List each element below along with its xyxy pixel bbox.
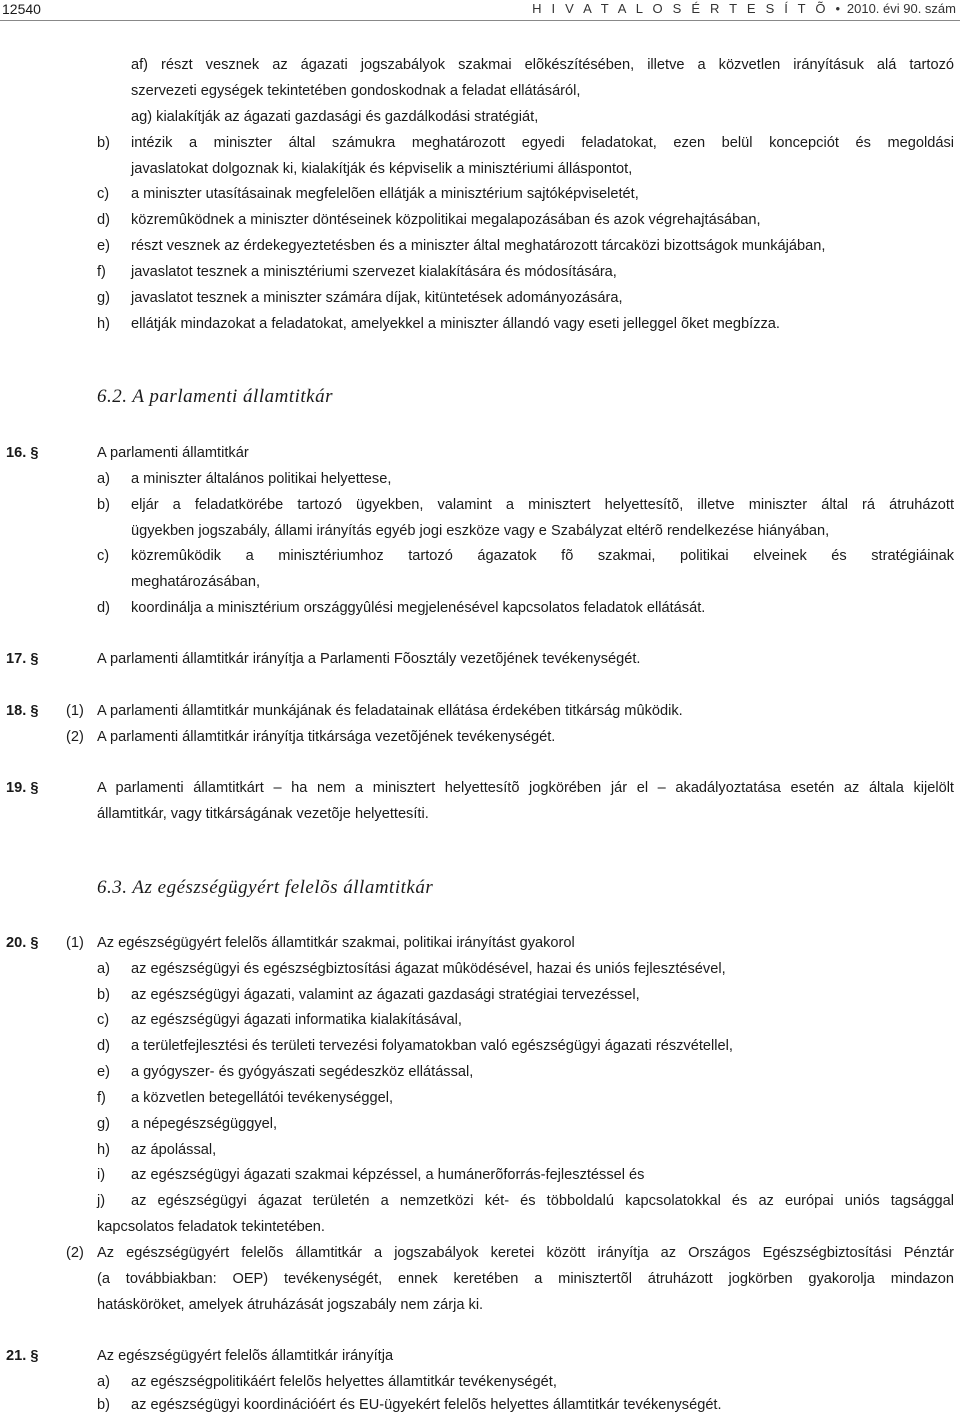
- p20-g-label: g): [97, 1116, 110, 1132]
- p21-b: az egészségügyi koordinációért és EU-ügyekért felelõs helyettes államtitkár tevékenységét.: [131, 1397, 722, 1413]
- issue-number: 2010. évi 90. szám: [846, 1, 956, 16]
- p20-2-line1: Az egészségügyért felelõs államtitkár a jogszabályok keretei között irányítja az Országos Egészségbiztosítási Pénztár: [97, 1245, 954, 1261]
- p20-f: a közvetlen betegellátói tevékenységgel,: [131, 1090, 394, 1106]
- item-g: javaslatot tesznek a miniszter számára díjak, kitüntetések adományozására,: [131, 290, 623, 306]
- header-rule: [0, 20, 960, 21]
- p20-j-label: j): [97, 1193, 106, 1209]
- paragraph-19-line2: államtitkár, vagy titkárságának vezetõje helyettesíti.: [97, 806, 429, 822]
- p20-i-label: i): [97, 1167, 106, 1183]
- paragraph-17: A parlamenti államtitkár irányítja a Parlamenti Fõosztály vezetõjének tevékenységét.: [97, 651, 641, 667]
- p20-2-line2: (a továbbiakban: OEP) tevékenységét, ennek keretében a minisztertõl átruházott jogkörben gyakorolja mindazon: [97, 1271, 954, 1287]
- p20-f-label: f): [97, 1090, 106, 1106]
- item-af-line1: af) részt vesznek az ágazati jogszabályok szakmai elõkészítésében, illetve a közvetlen irányításuk alá tartozó: [131, 57, 954, 73]
- issue-bullet: •: [835, 1, 841, 16]
- item-d-label: d): [97, 212, 110, 228]
- p18-2: A parlamenti államtitkár irányítja titkársága vezetõjének tevékenységét.: [97, 729, 556, 745]
- item-f: javaslatot tesznek a minisztériumi szervezet kialakítására és módosítására,: [131, 264, 617, 280]
- item-e-label: e): [97, 238, 110, 254]
- p20-2-label: (2): [66, 1245, 84, 1261]
- item-h: ellátják mindazokat a feladatokat, amelyekkel a miniszter állandó vagy eseti jelleggel õket megbízza.: [131, 316, 780, 332]
- paragraph-19-label: 19. §: [6, 780, 39, 796]
- paragraph-21-label: 21. §: [6, 1348, 39, 1364]
- item-b-label: b): [97, 135, 110, 151]
- p21-a-label: a): [97, 1374, 110, 1390]
- p18-2-label: (2): [66, 729, 84, 745]
- item-c-label: c): [97, 186, 110, 202]
- page-number: 12540: [2, 1, 41, 17]
- p16-b-label: b): [97, 497, 110, 513]
- p16-c-line1: közremûködik a minisztériumhoz tartozó ágazatok fõ szakmai, politikai elveinek és stratégiáinak: [131, 548, 954, 564]
- p20-a-label: a): [97, 961, 110, 977]
- p20-j-line2: kapcsolatos feladatok tekintetében.: [97, 1219, 325, 1235]
- journal-name: H I V A T A L O S É R T E S Í T Õ: [532, 1, 829, 16]
- p20-b: az egészségügyi ágazati, valamint az ágazati gazdasági stratégiai tervezéssel,: [131, 987, 640, 1003]
- p20-e-label: e): [97, 1064, 110, 1080]
- p20-2-line3: hatásköröket, amelyek átruházását jogszabály nem zárja ki.: [97, 1297, 484, 1313]
- p20-c-label: c): [97, 1012, 110, 1028]
- p16-a: a miniszter általános politikai helyettese,: [131, 471, 392, 487]
- item-f-label: f): [97, 264, 106, 280]
- p20-c: az egészségügyi ágazati informatika kialakításával,: [131, 1012, 462, 1028]
- p20-i: az egészségügyi ágazati szakmai képzéssel, a humánerõforrás-fejlesztéssel és: [131, 1167, 645, 1183]
- item-af-line2: szervezeti egységek tekintetében gondoskodnak a feladat ellátásáról,: [131, 83, 581, 99]
- p20-e: a gyógyszer- és gyógyászati segédeszköz ellátással,: [131, 1064, 474, 1080]
- item-g-label: g): [97, 290, 110, 306]
- paragraph-20-label: 20. §: [6, 935, 39, 951]
- paragraph-21-intro: Az egészségügyért felelõs államtitkár irányítja: [97, 1348, 394, 1364]
- p18-1: A parlamenti államtitkár munkájának és feladatainak ellátása érdekében titkárság mûködik.: [97, 703, 683, 719]
- paragraph-19-line1: A parlamenti államtitkárt – ha nem a minisztert helyettesítõ jogkörében jár el – akadályoztatása esetén az általa kijelölt: [97, 780, 954, 796]
- p18-1-label: (1): [66, 703, 84, 719]
- item-c: a miniszter utasításainak megfelelõen ellátják a minisztérium sajtóképviseletét,: [131, 186, 639, 202]
- p20-b-label: b): [97, 987, 110, 1003]
- paragraph-16-label: 16. §: [6, 445, 39, 461]
- running-header: [0, 0, 960, 22]
- journal-title: [532, 1, 956, 16]
- item-e: részt vesznek az érdekegyeztetésben és a miniszter által meghatározott tárcaközi bizottságok munkájában,: [131, 238, 826, 254]
- p20-1: Az egészségügyért felelõs államtitkár szakmai, politikai irányítást gyakorol: [97, 935, 575, 951]
- p20-a: az egészségügyi és egészségbiztosítási ágazat mûködésével, hazai és uniós fejlesztésével,: [131, 961, 726, 977]
- p16-c-line2: meghatározásában,: [131, 574, 260, 590]
- p20-1-label: (1): [66, 935, 84, 951]
- paragraph-17-label: 17. §: [6, 651, 39, 667]
- p16-a-label: a): [97, 471, 110, 487]
- item-d: közremûködnek a miniszter döntéseinek közpolitikai megalapozásában és azok végrehajtásában,: [131, 212, 761, 228]
- paragraph-16-intro: A parlamenti államtitkár: [97, 445, 249, 461]
- p20-d-label: d): [97, 1038, 110, 1054]
- p20-g: a népegészségüggyel,: [131, 1116, 278, 1132]
- paragraph-18-label: 18. §: [6, 703, 39, 719]
- item-b-line2: javaslatokat dolgoznak ki, kialakítják és képviselik a minisztériumi álláspontot,: [131, 161, 633, 177]
- p16-c-label: c): [97, 548, 110, 564]
- item-b-line1: intézik a miniszter által számukra meghatározott egyedi feladatokat, ezen belül koncepciót és megoldási: [131, 135, 954, 151]
- p16-b-line1: eljár a feladatkörébe tartozó ügyekben, valamint a minisztert helyettesítõ, illetve miniszter által rá átruházott: [131, 497, 954, 513]
- item-h-label: h): [97, 316, 110, 332]
- section-heading-6-3: 6.3. Az egészségügyért felelõs államtitkár: [97, 877, 434, 898]
- item-ag: ag) kialakítják az ágazati gazdasági és gazdálkodási stratégiát,: [131, 109, 539, 125]
- p20-j-line1: az egészségügyi ágazat területén a nemzetközi két- és többoldalú kapcsolatokkal és az európai uniós tagsággal: [131, 1193, 954, 1209]
- section-heading-6-2: 6.2. A parlamenti államtitkár: [97, 386, 333, 407]
- p16-b-line2: ügyekben jogszabály, állami irányítás egyéb jogi eszköze vagy e Szabályzat eltérõ rendelkezése hiányában,: [131, 523, 830, 539]
- p20-h-label: h): [97, 1142, 110, 1158]
- p21-a: az egészségpolitikáért felelõs helyettes államtitkár tevékenységét,: [131, 1374, 557, 1390]
- p20-d: a területfejlesztési és területi tervezési folyamatokban való egészségügyi ágazati részvétellel,: [131, 1038, 733, 1054]
- p16-d-label: d): [97, 600, 110, 616]
- p20-h: az ápolással,: [131, 1142, 217, 1158]
- p16-d: koordinálja a minisztérium országgyûlési megjelenésével kapcsolatos feladatok ellátását.: [131, 600, 706, 616]
- p21-b-label: b): [97, 1397, 110, 1413]
